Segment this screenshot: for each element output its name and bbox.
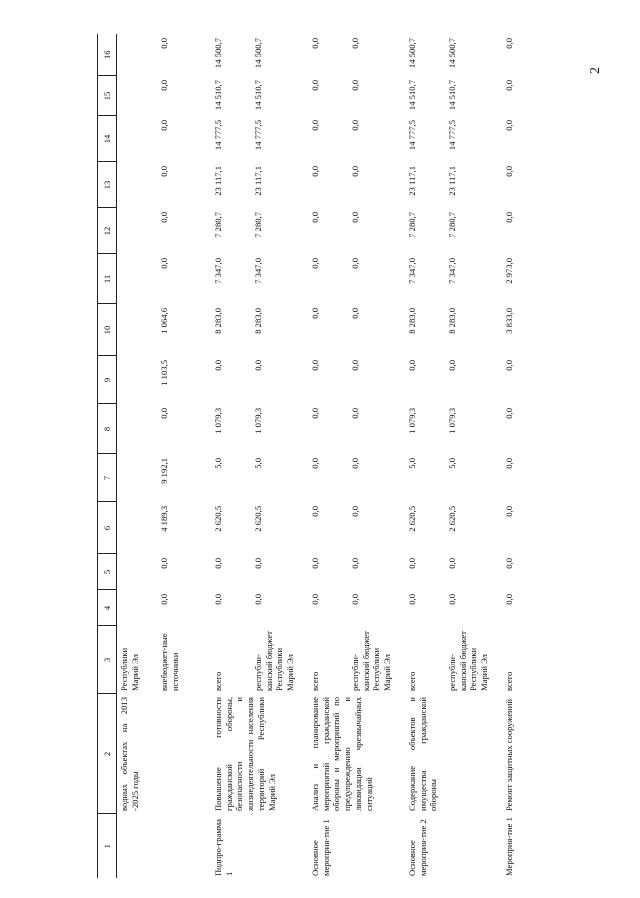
value-cell-col-8 [201, 404, 298, 454]
value: 0,0 [406, 360, 417, 371]
value: 0,0 [349, 120, 360, 131]
value: 0,0 [349, 80, 360, 91]
value-cell-col-7 [492, 454, 546, 502]
value-cell-col-16 [117, 34, 202, 76]
column-header-15: 15 [98, 76, 117, 116]
value: 0,0 [349, 408, 360, 419]
value: 0,0 [253, 558, 263, 569]
program-code: Мероприя-тие 1 [503, 817, 514, 876]
value [119, 120, 159, 159]
funding-source-label: республи-канский бюджет Республики Марий Эл [446, 631, 490, 691]
funding-source [201, 626, 298, 694]
value-cell-col-11 [395, 254, 492, 304]
value: 0,0 [159, 212, 169, 223]
value: 0,0 [503, 558, 514, 569]
value-cell-col-4 [117, 590, 202, 626]
value: 0,0 [349, 38, 360, 49]
value [119, 212, 159, 251]
value: 0,0 [503, 360, 514, 371]
value: 0,0 [503, 408, 514, 419]
value-cell-col-13 [395, 162, 492, 208]
table-body [117, 34, 546, 878]
value: 2 620,5 [253, 506, 263, 532]
value-cell-col-5 [395, 554, 492, 590]
value: 5,0 [446, 458, 457, 469]
value-cell-col-12 [117, 208, 202, 254]
value [119, 166, 159, 205]
value-cell-col-15 [298, 76, 395, 116]
funding-source-label: республи-канский бюджет Республики Марий Эл [349, 631, 393, 691]
value-cell-col-7 [117, 454, 202, 502]
column-header-7: 7 [98, 454, 117, 502]
value: 0,0 [159, 594, 169, 605]
value: 0,0 [159, 80, 169, 91]
value: 0,0 [159, 258, 169, 269]
value-cell-col-6 [201, 502, 298, 554]
value-cell-col-7 [395, 454, 492, 502]
value [119, 38, 159, 73]
value: 0,0 [159, 120, 169, 131]
column-header-14: 14 [98, 116, 117, 162]
funding-source [298, 626, 395, 694]
funding-source-label: внебюджет-ные источники [159, 633, 180, 691]
value: 0,0 [309, 258, 320, 269]
value: 0,0 [309, 458, 320, 469]
value: 0,0 [309, 38, 320, 49]
value-cell-col-9 [201, 356, 298, 404]
value: 1 079,3 [253, 408, 263, 434]
value: 5,0 [213, 458, 223, 469]
value: 14 777,5 [446, 120, 457, 151]
value: 0,0 [159, 38, 169, 49]
value: 14 510,7 [406, 80, 417, 111]
value: 14 500,7 [253, 38, 263, 69]
value: 8 283,0 [213, 308, 223, 334]
value [119, 558, 159, 587]
value: 7 280,7 [446, 212, 457, 238]
value: 0,0 [503, 166, 514, 177]
value: 0,0 [159, 408, 169, 419]
page-number: 2 [588, 67, 603, 74]
value: 0,0 [446, 360, 457, 371]
column-header-8: 8 [98, 404, 117, 454]
funding-source-label: всего [406, 671, 417, 691]
value: 0,0 [213, 594, 223, 605]
value-cell-col-4 [298, 590, 395, 626]
value: 0,0 [446, 558, 457, 569]
funding-source-label: всего [503, 671, 514, 691]
value: 0,0 [503, 506, 514, 517]
value-cell-col-10 [492, 304, 546, 356]
value: 5,0 [406, 458, 417, 469]
value-cell-col-12 [492, 208, 546, 254]
value: 14 510,7 [253, 80, 263, 111]
column-header-13: 13 [98, 162, 117, 208]
value-cell-col-8 [298, 404, 395, 454]
value: 23 117,1 [253, 166, 263, 196]
program-name: водных объектах на 2013 -2025 годы [119, 697, 140, 811]
value-cell-col-16 [201, 34, 298, 76]
value: 0,0 [253, 594, 263, 605]
table-row [395, 34, 492, 878]
table-row [298, 34, 395, 878]
program-code: Основное мероприя-тие 1 [309, 819, 331, 876]
value-cell-col-12 [395, 208, 492, 254]
value-cell-col-5 [201, 554, 298, 590]
value: 1 079,3 [446, 408, 457, 434]
value: 2 973,0 [503, 258, 514, 284]
value-cell-col-6 [492, 502, 546, 554]
value: 0,0 [503, 120, 514, 131]
value: 1 103,5 [159, 360, 169, 386]
value-cell-col-12 [298, 208, 395, 254]
value-cell-col-14 [298, 116, 395, 162]
program-name: Повышение готовности гражданской обороны, безопасности и жизнедеятельности населения территорий Республики Марий Эл [213, 697, 277, 811]
value [119, 506, 159, 551]
value-cell-col-9 [395, 356, 492, 404]
value: 0,0 [309, 360, 320, 371]
value: 14 777,5 [406, 120, 417, 151]
value-cell-col-13 [117, 162, 202, 208]
value: 0,0 [349, 594, 360, 605]
funding-source [395, 626, 492, 694]
value: 14 510,7 [213, 80, 223, 111]
column-header-16: 16 [98, 34, 117, 76]
value: 14 500,7 [446, 38, 457, 69]
value: 0,0 [309, 80, 320, 91]
value: 14 500,7 [213, 38, 223, 69]
value-cell-col-14 [201, 116, 298, 162]
value-cell-col-7 [298, 454, 395, 502]
value [119, 80, 159, 113]
value: 3 833,0 [503, 308, 514, 334]
value: 23 117,1 [406, 166, 417, 196]
value-cell-col-16 [298, 34, 395, 76]
value: 0,0 [349, 166, 360, 177]
value-cell-col-11 [201, 254, 298, 304]
funding-source-label: Республики Марий Эл [119, 647, 140, 691]
value: 23 117,1 [213, 166, 223, 196]
value: 0,0 [349, 506, 360, 517]
value-cell-col-16 [492, 34, 546, 76]
funding-source-label: всего [309, 671, 320, 691]
program-name: Анализ и планирование мероприятий гражданской обороны и мероприятий по предупреждению и ликвидации чрезвычайных ситуаций [309, 697, 374, 811]
value: 7 347,0 [446, 258, 457, 284]
value: 0,0 [309, 212, 320, 223]
value: 8 283,0 [253, 308, 263, 334]
value-cell-col-14 [395, 116, 492, 162]
value: 2 620,5 [213, 506, 223, 532]
value: 0,0 [213, 360, 223, 371]
table-row [117, 34, 202, 878]
value: 4 189,3 [159, 506, 169, 532]
value-cell-col-13 [492, 162, 546, 208]
program-code: Основное мероприя-тие 2 [406, 819, 428, 876]
column-header-1: 1 [98, 814, 117, 878]
value: 2 620,5 [406, 506, 417, 532]
value-cell-col-6 [395, 502, 492, 554]
column-header-10: 10 [98, 304, 117, 356]
value: 7 280,7 [253, 212, 263, 238]
header-row [98, 34, 117, 878]
value [119, 594, 159, 623]
value: 1 079,3 [406, 408, 417, 434]
value: 0,0 [309, 506, 320, 517]
value-cell-col-8 [117, 404, 202, 454]
value: 0,0 [309, 408, 320, 419]
value-cell-col-6 [298, 502, 395, 554]
value: 0,0 [349, 212, 360, 223]
column-header-6: 6 [98, 502, 117, 554]
value-cell-col-8 [395, 404, 492, 454]
value-cell-col-7 [201, 454, 298, 502]
value: 0,0 [406, 594, 417, 605]
value-cell-col-6 [117, 502, 202, 554]
value: 7 347,0 [253, 258, 263, 284]
column-header-11: 11 [98, 254, 117, 304]
value: 9 192,1 [159, 458, 169, 484]
table-row [492, 34, 546, 878]
value [119, 308, 159, 353]
value-cell-col-15 [117, 76, 202, 116]
value-cell-col-8 [492, 404, 546, 454]
value: 0,0 [349, 360, 360, 371]
value-cell-col-4 [201, 590, 298, 626]
value [119, 360, 159, 401]
value: 0,0 [406, 558, 417, 569]
value: 0,0 [349, 308, 360, 319]
column-header-9: 9 [98, 356, 117, 404]
value: 0,0 [309, 558, 320, 569]
column-header-4: 4 [98, 590, 117, 626]
program-name: Содержание объектов и имущества гражданской обороны [406, 697, 439, 811]
value [119, 458, 159, 499]
value-cell-col-12 [201, 208, 298, 254]
value: 7 280,7 [406, 212, 417, 238]
value: 0,0 [503, 38, 514, 49]
value: 0,0 [309, 308, 320, 319]
value: 0,0 [159, 558, 169, 569]
value [119, 258, 159, 301]
value-cell-col-10 [201, 304, 298, 356]
value: 0,0 [213, 558, 223, 569]
value: 5,0 [253, 458, 263, 469]
value-cell-col-9 [117, 356, 202, 404]
column-header-12: 12 [98, 208, 117, 254]
column-header-3: 3 [98, 626, 117, 694]
value-cell-col-15 [395, 76, 492, 116]
value: 0,0 [253, 360, 263, 371]
value-cell-col-15 [492, 76, 546, 116]
funding-source-label: всего [213, 671, 223, 691]
value-cell-col-11 [492, 254, 546, 304]
value: 0,0 [309, 120, 320, 131]
value-cell-col-14 [117, 116, 202, 162]
budget-table [97, 34, 546, 878]
column-header-2: 2 [98, 694, 117, 814]
value-cell-col-10 [395, 304, 492, 356]
value: 23 117,1 [446, 166, 457, 196]
value-cell-col-13 [201, 162, 298, 208]
value-cell-col-15 [201, 76, 298, 116]
value-cell-col-11 [298, 254, 395, 304]
value-cell-col-10 [117, 304, 202, 356]
value: 7 347,0 [406, 258, 417, 284]
value: 0,0 [446, 594, 457, 605]
value-cell-col-10 [298, 304, 395, 356]
value: 0,0 [503, 594, 514, 605]
funding-source [492, 626, 546, 694]
value: 14 500,7 [406, 38, 417, 69]
value: 0,0 [503, 212, 514, 223]
value: 1 079,3 [213, 408, 223, 434]
value-cell-col-5 [492, 554, 546, 590]
value: 0,0 [503, 458, 514, 469]
value: 7 347,0 [213, 258, 223, 284]
value-cell-col-4 [395, 590, 492, 626]
value: 14 777,5 [213, 120, 223, 151]
value-cell-col-16 [395, 34, 492, 76]
value: 0,0 [309, 166, 320, 177]
value: 8 283,0 [406, 308, 417, 334]
value: 1 064,6 [159, 308, 169, 334]
value: 7 280,7 [213, 212, 223, 238]
value: 2 620,5 [446, 506, 457, 532]
value-cell-col-13 [298, 162, 395, 208]
value-cell-col-14 [492, 116, 546, 162]
value [119, 408, 159, 451]
value-cell-col-4 [492, 590, 546, 626]
funding-source [117, 626, 202, 694]
value-cell-col-5 [298, 554, 395, 590]
value: 8 283,0 [446, 308, 457, 334]
value: 14 510,7 [446, 80, 457, 111]
value-cell-col-9 [492, 356, 546, 404]
program-code [117, 814, 202, 878]
value: 14 777,5 [253, 120, 263, 151]
value: 0,0 [159, 166, 169, 177]
table-row [201, 34, 298, 878]
funding-source-label: республи-канский бюджет Республики Марий Эл [253, 631, 296, 691]
program-name: Ремонт защитных сооружений [503, 699, 514, 811]
value-cell-col-11 [117, 254, 202, 304]
rotated-page [97, 34, 541, 878]
value: 0,0 [349, 558, 360, 569]
program-code: Подпро-грамма 1 [213, 819, 234, 876]
value: 0,0 [309, 594, 320, 605]
value-cell-col-5 [117, 554, 202, 590]
value: 0,0 [349, 258, 360, 269]
value: 0,0 [349, 458, 360, 469]
value: 0,0 [503, 80, 514, 91]
value-cell-col-9 [298, 356, 395, 404]
column-header-5: 5 [98, 554, 117, 590]
